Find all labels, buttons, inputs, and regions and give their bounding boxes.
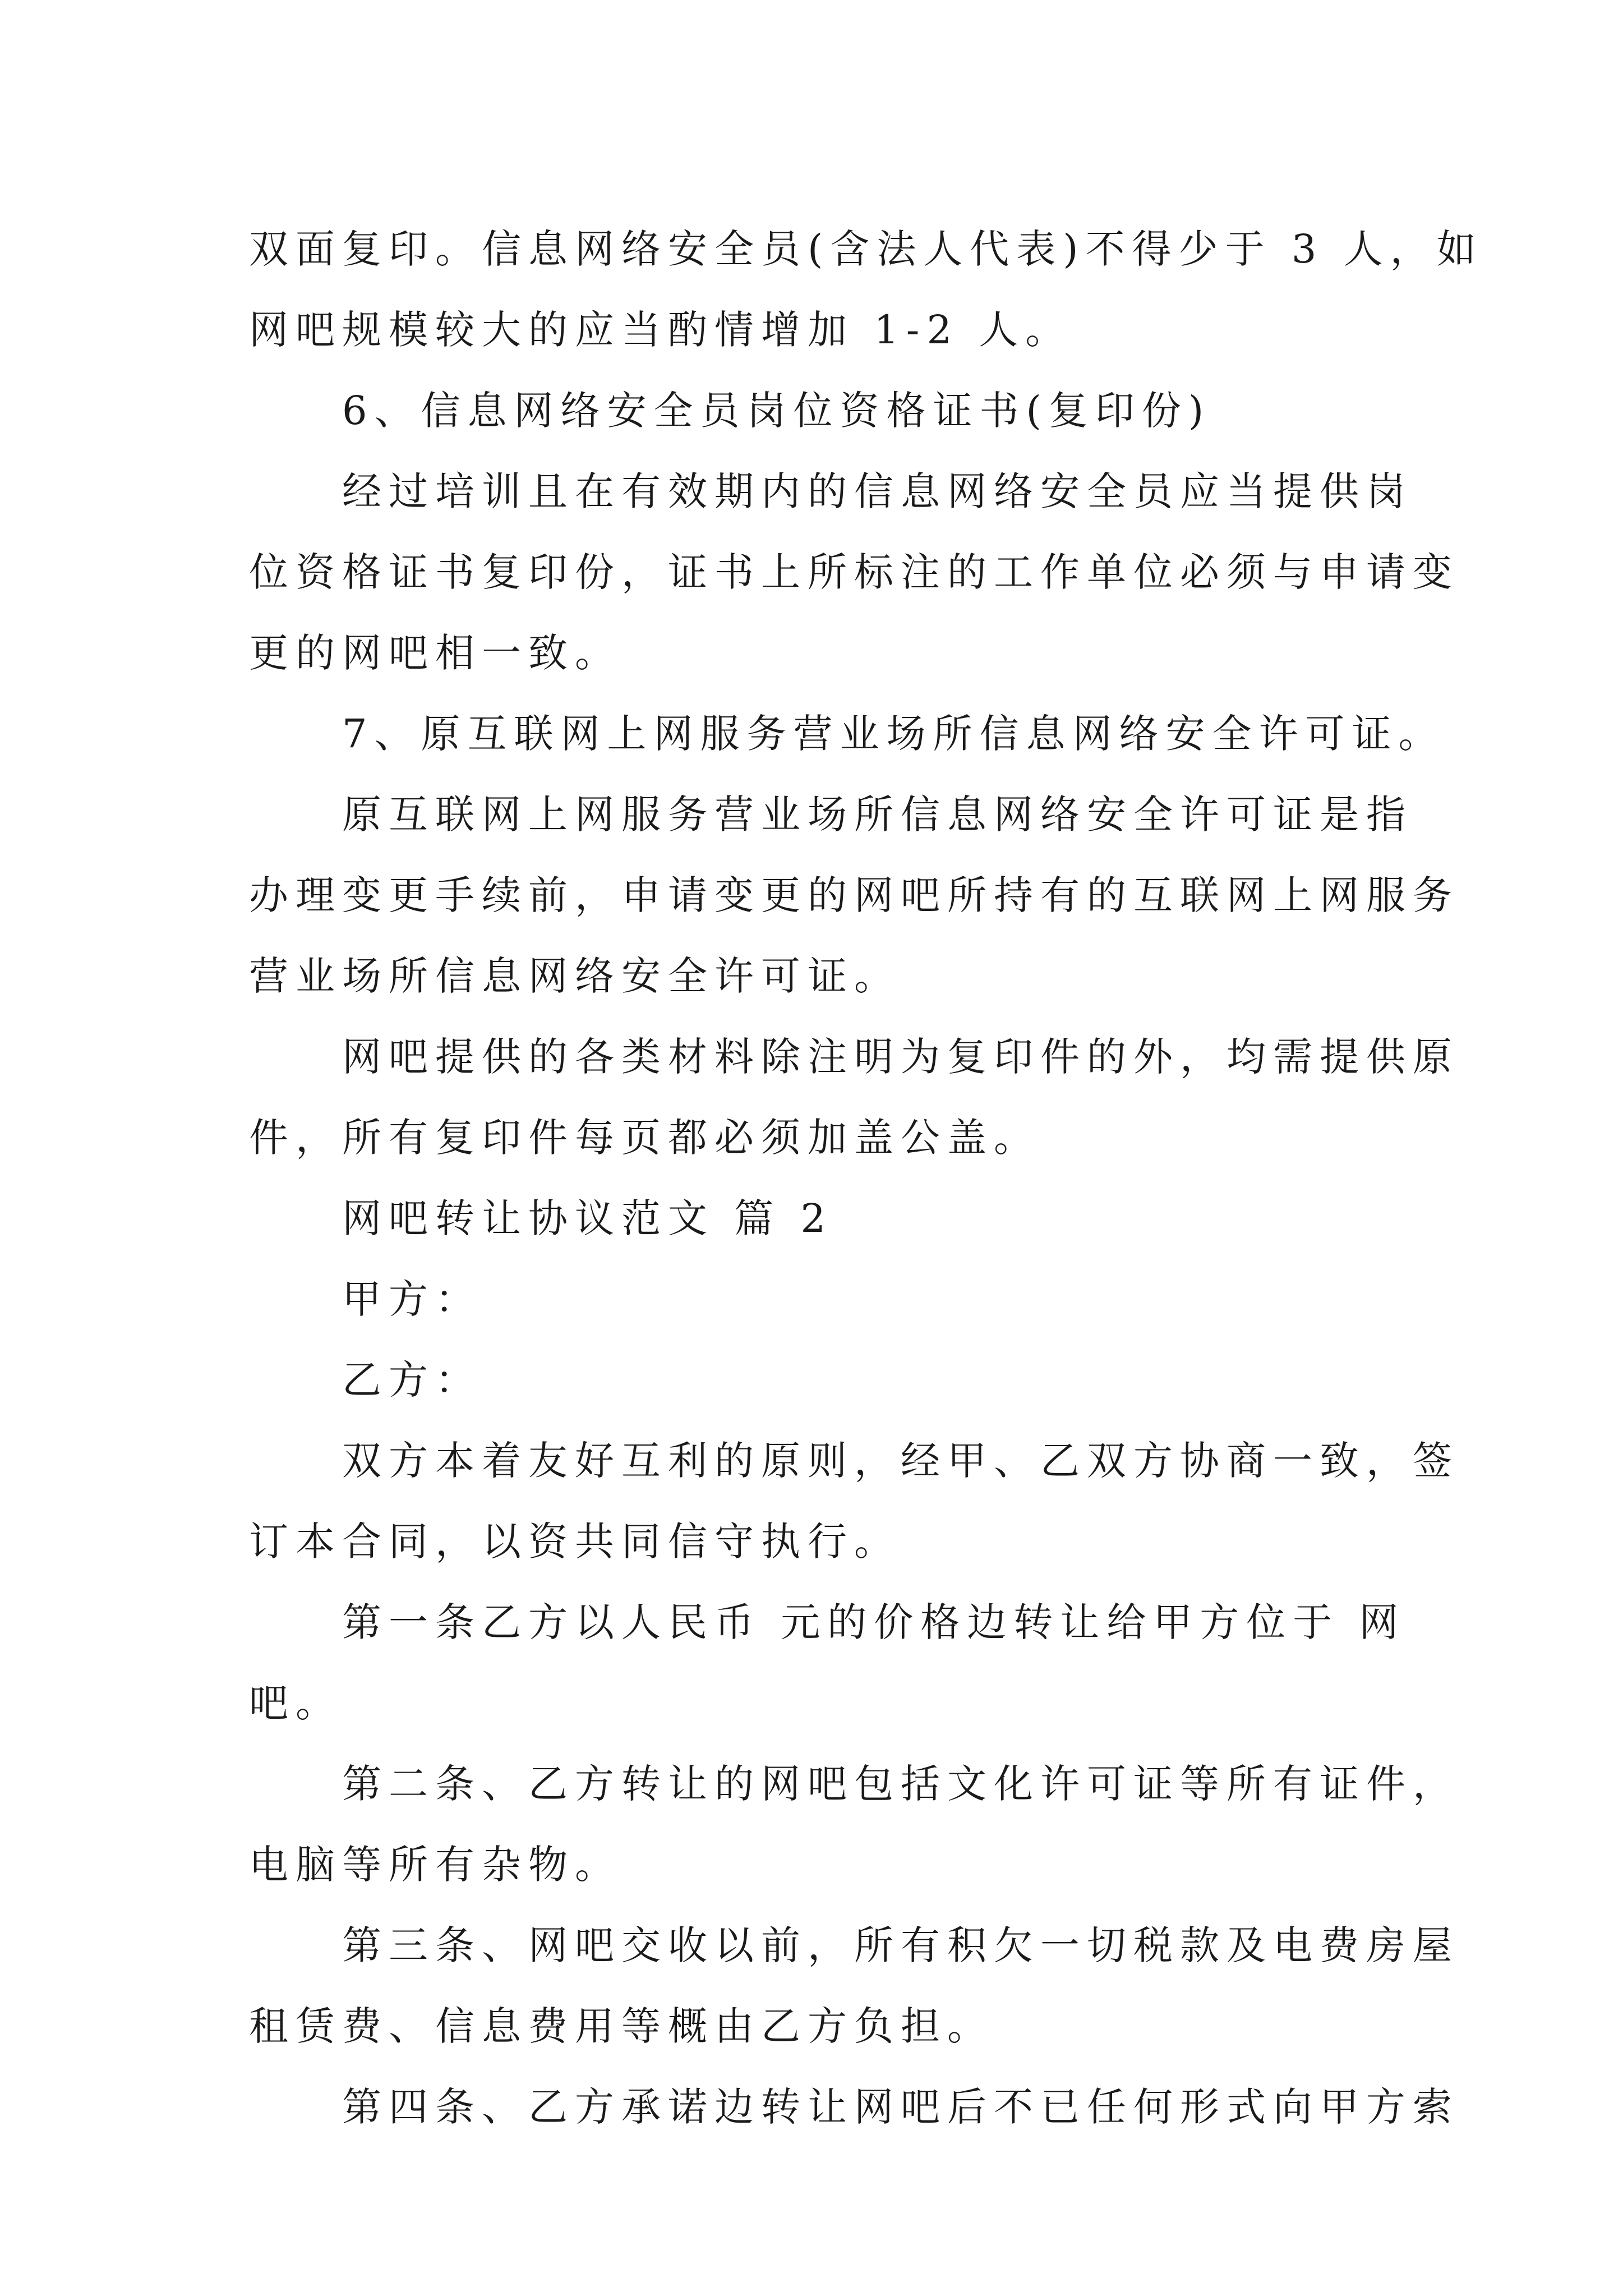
text-line: 第四条、乙方承诺边转让网吧后不已任何形式向甲方索: [342, 2084, 1459, 2130]
document-body: [249, 209, 1483, 2147]
text-line: 经过培训且在有效期内的信息网络安全员应当提供岗: [342, 468, 1413, 514]
paragraph: [249, 774, 1459, 1016]
text-line: 租赁费、信息费用等概由乙方负担。: [249, 2003, 994, 2049]
text-line: 吧。: [249, 1680, 342, 1726]
text-line: 第一条乙方以人民币 元的价格边转让给甲方位于 网: [342, 1599, 1406, 1645]
paragraph: [249, 1259, 1387, 1340]
text-line: 双面复印。信息网络安全员(含法人代表)不得少于 3 人，如: [249, 226, 1483, 272]
text-line: 件，所有复印件每页都必须加盖公盖。: [249, 1115, 1040, 1161]
text-line: 订本合同，以资共同信守执行。: [249, 1519, 901, 1565]
text-line: 双方本着友好互利的原则，经甲、乙双方协商一致，签: [342, 1438, 1459, 1484]
paragraph: [249, 1582, 1406, 1743]
paragraph: [249, 1743, 1459, 1905]
text-line: 乙方：: [342, 1357, 482, 1403]
paragraph: [249, 451, 1459, 693]
text-line: 网吧提供的各类材料除注明为复印件的外，均需提供原: [342, 1034, 1459, 1080]
paragraph: [249, 1340, 1387, 1420]
text-line: 网吧转让协议范文 篇 2: [342, 1195, 833, 1241]
text-line: 营业场所信息网络安全许可证。: [249, 953, 901, 999]
paragraph: [249, 1420, 1459, 1582]
text-line: 原互联网上网服务营业场所信息网络安全许可证是指: [342, 792, 1413, 838]
paragraph: [249, 370, 1387, 451]
text-line: 办理变更手续前，申请变更的网吧所持有的互联网上网服务: [249, 872, 1459, 918]
text-line: 第三条、网吧交收以前，所有积欠一切税款及电费房屋: [342, 1922, 1459, 1968]
paragraph: [249, 1178, 1387, 1259]
text-line: 第二条、乙方转让的网吧包括文化许可证等所有证件，: [342, 1761, 1459, 1807]
text-line: 更的网吧相一致。: [249, 630, 621, 676]
paragraph: [249, 2067, 1459, 2147]
text-line: 6、信息网络安全员岗位资格证书(复印份): [342, 388, 1211, 434]
text-line: 位资格证书复印份，证书上所标注的工作单位必须与申请变: [249, 549, 1459, 595]
text-line: 甲方：: [342, 1276, 482, 1322]
paragraph: [249, 1905, 1459, 2067]
paragraph: [249, 1016, 1459, 1178]
text-line: 网吧规模较大的应当酌情增加 1-2 人。: [249, 307, 1072, 353]
paragraph: [249, 693, 1445, 774]
paragraph: [249, 209, 1483, 370]
text-line: 7、原互联网上网服务营业场所信息网络安全许可证。: [342, 711, 1445, 757]
text-line: 电脑等所有杂物。: [249, 1842, 621, 1888]
